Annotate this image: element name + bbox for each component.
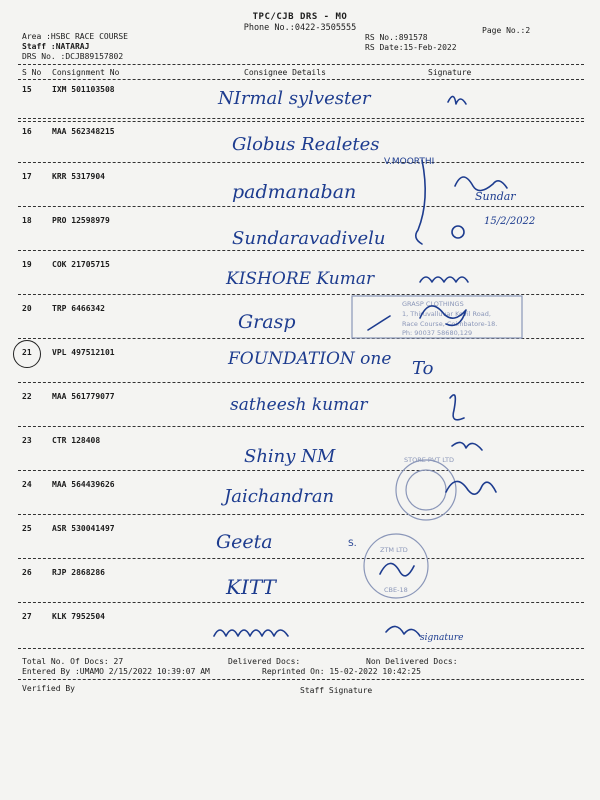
non-delivered-docs: Non Delivered Docs: (366, 657, 458, 666)
handwritten-name: Sundaravadivelu (232, 228, 386, 249)
row-consignment: MAA 564439626 (52, 480, 115, 489)
phone-number: Phone No.:0422-3505555 (243, 23, 357, 33)
stamp-text: STORE PVT LTD (404, 456, 455, 464)
annotation-text: Sundar (475, 190, 516, 203)
row-consignment: CTR 128408 (52, 436, 101, 445)
row-sno: 24 (22, 480, 32, 489)
handwritten-name: NIrmal sylvester (218, 88, 371, 109)
annotation-text: 15/2/2022 (484, 216, 536, 227)
handwritten-name: KITT (226, 575, 276, 599)
row-sno: 18 (22, 216, 32, 225)
entered-by: Entered By :UMAMO 2/15/2022 10:39:07 AM (22, 667, 210, 676)
col-signature: Signature (428, 68, 472, 77)
reprinted-on: Reprinted On: 15-02-2022 10:42:25 (262, 667, 421, 676)
col-consignment: Consignment No (52, 68, 120, 77)
stamp-text: GRASP CLOTHINGS (402, 300, 464, 308)
handwritten-name: signature (420, 633, 464, 643)
handwritten-name: KISHORE Kumar (226, 269, 375, 289)
annotation-text: S. (348, 539, 357, 549)
handwritten-name: FOUNDATION one (228, 349, 392, 369)
row-sno: 21 (22, 348, 32, 357)
stamp-text: 1, Thiruvalluvar Kovil Road, (402, 310, 491, 318)
row-consignment: ASR 530041497 (52, 524, 115, 533)
row-consignment: KRR 5317904 (52, 172, 105, 181)
drs-number: DRS No. :DCJB89157802 (22, 52, 124, 61)
total-docs: Total No. Of Docs: 27 (22, 657, 124, 666)
stamp-text: Race Course, Coimbatore-18. (402, 320, 498, 328)
row-consignment: TRP 6466342 (52, 304, 105, 313)
row-sno: 22 (22, 392, 32, 401)
row-consignment: PRO 12598979 (52, 216, 110, 225)
area-label: Area :HSBC RACE COURSE (22, 32, 128, 41)
handwritten-name: Shiny NM (244, 446, 336, 467)
rs-number: RS No.:891578 (365, 33, 428, 42)
staff-label: Staff :NATARAJ (22, 42, 90, 51)
stamp-text: Ph: 90037 58680,129 (402, 329, 473, 337)
document-title: TPC/CJB DRS - MO (252, 12, 348, 22)
row-sno: 17 (22, 172, 32, 181)
row-sno: 25 (22, 524, 32, 533)
divider (18, 679, 584, 680)
row-consignment: IXM 501103508 (52, 85, 115, 94)
page-number: Page No.:2 (482, 26, 531, 35)
row-consignment: VPL 497512101 (52, 348, 115, 357)
handwritten-name-script (214, 630, 288, 636)
row-sno: 16 (22, 127, 32, 136)
row-consignment: KLK 7952504 (52, 612, 105, 621)
handwritten-name: padmanaban (232, 181, 357, 203)
verified-by: Verified By (22, 684, 75, 693)
row-sno: 26 (22, 568, 32, 577)
staff-signature: Staff Signature (300, 686, 373, 695)
col-sno: S No (22, 68, 42, 77)
row-consignment: RJP 2868286 (52, 568, 105, 577)
handwritten-name: Geeta (216, 531, 273, 553)
stamp-text: CBE-18 (384, 586, 408, 594)
handwritten-name: satheesh kumar (230, 395, 368, 415)
handwritten-name: Grasp (238, 311, 296, 333)
stamp-text: ZTM LTD (380, 546, 408, 554)
delivered-docs: Delivered Docs: (228, 657, 301, 666)
row-sno: 20 (22, 304, 32, 313)
col-consignee: Consignee Details (244, 68, 326, 77)
handwritten-name: Globus Realetes (232, 134, 380, 155)
annotation-text: V.MOORTHI (384, 157, 435, 167)
row-sno: 19 (22, 260, 32, 269)
handwritten-name: Jaichandran (224, 486, 335, 507)
rs-date: RS Date:15-Feb-2022 (365, 43, 457, 52)
annotation-text: To (412, 358, 434, 379)
row-sno: 27 (22, 612, 32, 621)
row-consignment: MAA 561779077 (52, 392, 115, 401)
row-sno: 15 (22, 85, 32, 94)
row-consignment: COK 21705715 (52, 260, 110, 269)
row-sno: 23 (22, 436, 32, 445)
row-consignment: MAA 562348215 (52, 127, 115, 136)
